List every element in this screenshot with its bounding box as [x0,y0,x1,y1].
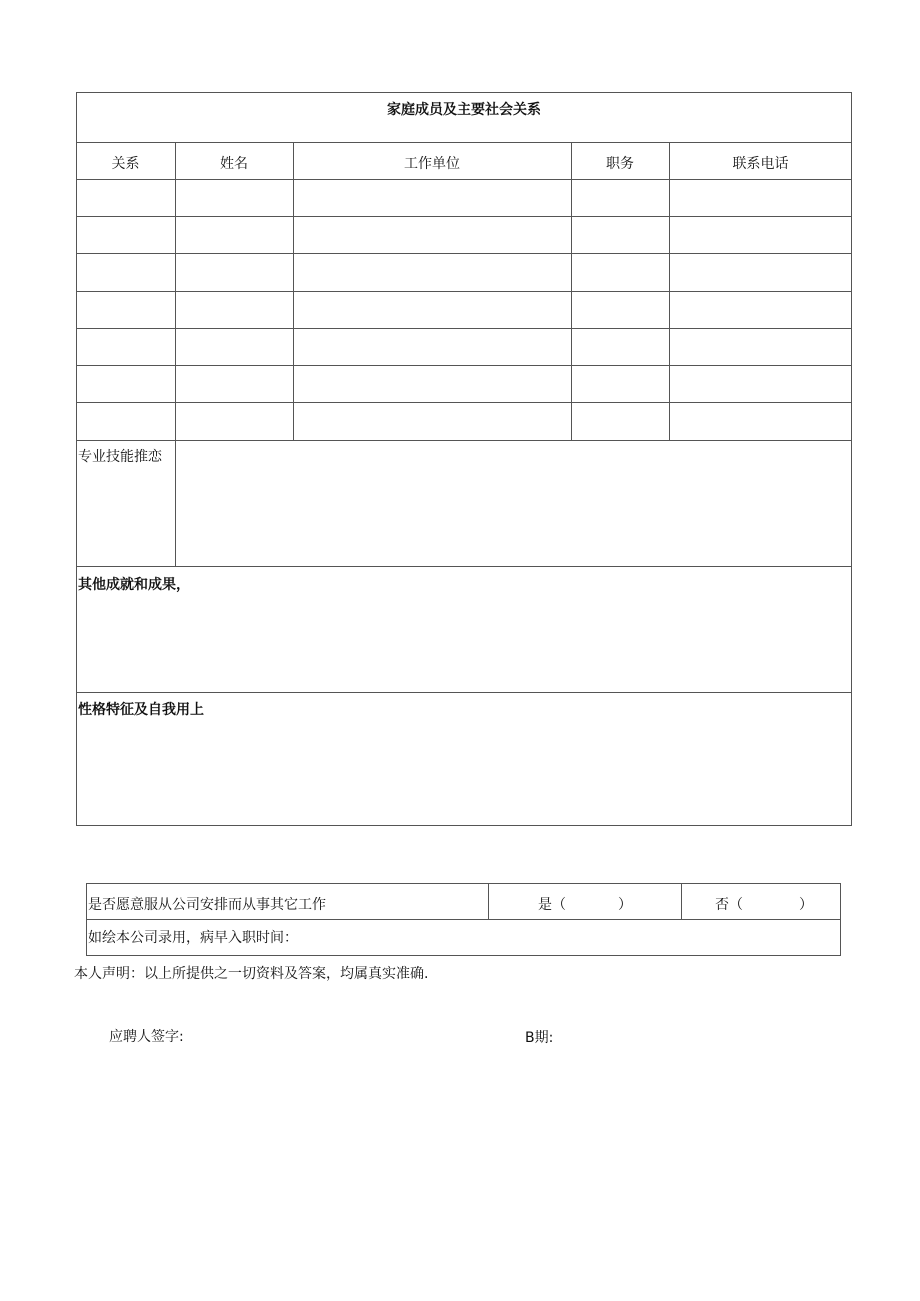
table-row[interactable] [77,180,851,215]
date-field[interactable] [560,1022,820,1046]
no-option-close: ） [799,897,813,913]
divider [76,692,852,693]
table-row[interactable] [77,254,851,290]
table-title: 家庭成员及主要社会关系 [387,102,541,118]
skills-field[interactable] [176,441,851,565]
start-date-field[interactable] [300,921,838,953]
achievements-label: 其他成就和成果， [78,577,190,593]
achievements-field[interactable] [77,594,851,691]
no-option-label[interactable]: 否（ [715,897,743,913]
table-row[interactable] [77,403,851,439]
table-row[interactable] [77,217,851,252]
column-header-relation: 关系 [111,156,140,172]
start-date-label: 如绘本公司录用，病早入职时间： [88,930,298,946]
signature-label: 应聘人签字: [109,1029,184,1045]
table-row[interactable] [77,366,851,401]
column-header-employer: 工作单位 [404,156,460,172]
date-label: B期: [525,1030,554,1046]
divider [76,142,852,143]
yes-option-label[interactable]: 是（ [538,897,566,913]
column-header-phone: 联系电话 [732,156,789,172]
column-header-position: 职务 [606,156,634,172]
personality-label: 性格特征及自我用上 [78,702,204,718]
skills-label: 专业技能推恋 [78,449,162,465]
table-row[interactable] [77,292,851,327]
declaration-text: 本人声明：以上所提供之一切资料及答案，均属真实准确. [74,966,429,982]
personality-field[interactable] [77,719,851,825]
divider [681,883,682,919]
divider [488,883,489,919]
column-header-name: 姓名 [220,156,248,172]
yes-option-close: ） [618,897,632,913]
divider [86,919,841,920]
transfer-question: 是否愿意服从公司安排而从事其它工作 [88,897,326,913]
signature-field[interactable] [190,1022,490,1046]
divider [76,566,852,567]
table-row[interactable] [77,329,851,364]
